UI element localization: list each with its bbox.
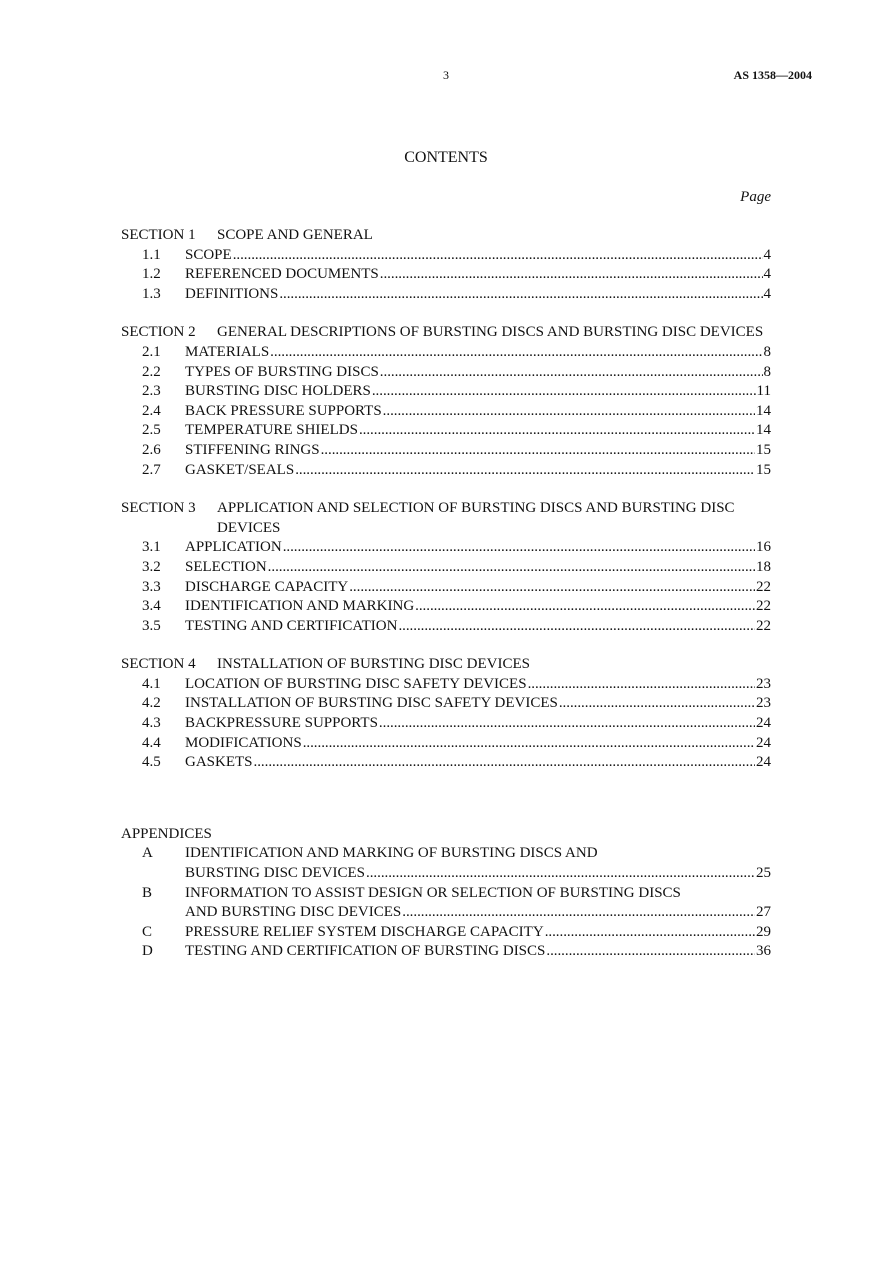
entry-title: BACKPRESSURE SUPPORTS: [185, 715, 378, 732]
toc-entry[interactable]: [142, 884, 771, 923]
toc-appendices: [121, 825, 771, 962]
section-heading[interactable]: [121, 499, 771, 538]
entry-page: 4: [763, 246, 771, 263]
page-column-label: Page: [740, 189, 771, 205]
section-title: INSTALLATION OF BURSTING DISC DEVICES: [217, 656, 530, 673]
dot-leader: [254, 753, 755, 773]
toc-entry[interactable]: [142, 461, 771, 481]
entry-page: 29: [756, 923, 771, 940]
dot-leader: [380, 265, 763, 285]
entry-title-continued: AND BURSTING DISC DEVICES: [185, 904, 402, 921]
entry-page: 23: [756, 675, 771, 692]
toc-entry[interactable]: [142, 382, 771, 402]
entry-page: 24: [756, 734, 771, 751]
contents-title: CONTENTS: [404, 149, 488, 166]
entry-page: 27: [756, 904, 771, 921]
toc-entry[interactable]: [142, 753, 771, 773]
toc-entry[interactable]: [142, 942, 771, 962]
entry-number: 2.5: [142, 422, 161, 439]
dot-leader: [398, 617, 755, 637]
toc-entry[interactable]: [142, 285, 771, 305]
entry-number: 3.2: [142, 558, 161, 575]
entry-number: 1.3: [142, 285, 161, 302]
entry-page: 11: [756, 383, 771, 400]
entry-page: 4: [763, 285, 771, 302]
entry-number: 2.1: [142, 343, 161, 360]
entry-title: TESTING AND CERTIFICATION: [185, 617, 398, 634]
toc-entry[interactable]: [142, 597, 771, 617]
entry-number: D: [142, 943, 153, 960]
dot-leader: [546, 942, 755, 962]
entry-title: TESTING AND CERTIFICATION OF BURSTING DISCS: [185, 943, 546, 960]
entry-page: 24: [756, 715, 771, 732]
appendices-heading[interactable]: [121, 825, 771, 845]
entry-title: INSTALLATION OF BURSTING DISC SAFETY DEVICES: [185, 695, 558, 712]
entry-page: 25: [756, 865, 771, 882]
dot-leader: [233, 246, 763, 266]
section-heading[interactable]: [121, 323, 771, 343]
entry-number: A: [142, 845, 153, 862]
page-number: 3: [443, 68, 449, 82]
toc-entry[interactable]: [142, 402, 771, 422]
dot-leader: [283, 538, 755, 558]
entry-number: 2.3: [142, 383, 161, 400]
toc-entry[interactable]: [142, 421, 771, 441]
entry-number: 2.4: [142, 402, 161, 419]
entry-page: 14: [756, 422, 771, 439]
dot-leader: [415, 597, 755, 617]
toc-entry[interactable]: [142, 844, 771, 883]
dot-leader: [279, 285, 762, 305]
entry-page: 36: [756, 943, 771, 960]
toc-entry[interactable]: [142, 578, 771, 598]
toc-section-1: [121, 226, 771, 304]
entry-page: 8: [763, 363, 771, 380]
dot-leader: [321, 441, 755, 461]
entry-title: GASKETS: [185, 754, 253, 771]
entry-page: 24: [756, 754, 771, 771]
entry-number: 1.1: [142, 246, 161, 263]
section-label: SECTION 2: [121, 324, 196, 341]
table-of-contents: [121, 226, 771, 981]
entry-page: 16: [756, 539, 771, 556]
entry-title: APPLICATION: [185, 539, 282, 556]
dot-leader: [349, 578, 755, 598]
entry-number: 3.5: [142, 617, 161, 634]
dot-leader: [270, 343, 762, 363]
standard-reference: AS 1358—2004: [733, 68, 812, 82]
entry-page: 8: [763, 343, 771, 360]
entry-title: TEMPERATURE SHIELDS: [185, 422, 358, 439]
dot-leader: [380, 363, 763, 383]
entry-number: 3.1: [142, 539, 161, 556]
entry-number: B: [142, 884, 153, 901]
entry-number: 4.1: [142, 675, 161, 692]
dot-leader: [383, 402, 755, 422]
toc-entry[interactable]: [142, 714, 771, 734]
entry-number: 4.4: [142, 734, 161, 751]
toc-section-3: [121, 499, 771, 636]
toc-entry[interactable]: [142, 246, 771, 266]
toc-entry[interactable]: [142, 694, 771, 714]
section-heading[interactable]: [121, 226, 771, 246]
section-title: APPLICATION AND SELECTION OF BURSTING DISCS AND BURSTING DISC DEVICES: [217, 500, 735, 536]
toc-entry[interactable]: [142, 538, 771, 558]
toc-section-4: [121, 655, 771, 773]
toc-entry[interactable]: [142, 923, 771, 943]
dot-leader: [545, 923, 755, 943]
section-title: SCOPE AND GENERAL: [217, 227, 373, 243]
entry-number: 4.3: [142, 715, 161, 732]
entry-title: DEFINITIONS: [185, 285, 279, 302]
entry-number: 2.2: [142, 363, 161, 380]
entry-title: SCOPE: [185, 246, 232, 263]
entry-page: 14: [756, 402, 771, 419]
entry-number: 3.4: [142, 598, 161, 615]
dot-leader: [372, 382, 756, 402]
dot-leader: [559, 694, 755, 714]
appendices-label: APPENDICES: [121, 825, 212, 842]
entry-title: GASKET/SEALS: [185, 461, 295, 478]
dot-leader: [366, 864, 755, 884]
toc-section-2: [121, 323, 771, 480]
dot-leader: [268, 558, 755, 578]
entry-page: 22: [756, 617, 771, 634]
toc-entry[interactable]: [142, 558, 771, 578]
entry-number: 3.3: [142, 578, 161, 595]
entry-title: TYPES OF BURSTING DISCS: [185, 363, 379, 380]
entry-page: 15: [756, 461, 771, 478]
toc-entry[interactable]: [142, 343, 771, 363]
entry-title: IDENTIFICATION AND MARKING OF BURSTING DISCS AND: [185, 845, 598, 862]
entry-title: BACK PRESSURE SUPPORTS: [185, 402, 382, 419]
section-title: GENERAL DESCRIPTIONS OF BURSTING DISCS AND BURSTING DISC DEVICES: [217, 324, 764, 341]
entry-page: 18: [756, 558, 771, 575]
dot-leader: [303, 734, 755, 754]
entry-title: SELECTION: [185, 558, 267, 575]
entry-page: 23: [756, 695, 771, 712]
entry-page: 15: [756, 441, 771, 458]
entry-number: 2.7: [142, 461, 161, 478]
dot-leader: [402, 903, 755, 923]
entry-number: 2.6: [142, 441, 161, 458]
toc-entry[interactable]: [142, 617, 771, 637]
entry-page: 4: [763, 266, 771, 283]
entry-title: DISCHARGE CAPACITY: [185, 578, 349, 595]
section-label: SECTION 1: [121, 227, 196, 243]
entry-title: IDENTIFICATION AND MARKING: [185, 598, 415, 615]
entry-title: STIFFENING RINGS: [185, 441, 320, 458]
entry-page: 22: [756, 598, 771, 615]
toc-entry[interactable]: [142, 265, 771, 285]
section-heading[interactable]: [121, 655, 771, 675]
entry-number: C: [142, 923, 153, 940]
entry-title: LOCATION OF BURSTING DISC SAFETY DEVICES: [185, 675, 527, 692]
toc-entry[interactable]: [142, 441, 771, 461]
dot-leader: [528, 675, 755, 695]
entry-title: MODIFICATIONS: [185, 734, 302, 751]
dot-leader: [295, 461, 755, 481]
toc-entry[interactable]: [142, 363, 771, 383]
section-label: SECTION 4: [121, 656, 196, 673]
entry-title-continued: BURSTING DISC DEVICES: [185, 865, 366, 882]
entry-title: BURSTING DISC HOLDERS: [185, 383, 371, 400]
toc-entry[interactable]: [142, 675, 771, 695]
entry-title: INFORMATION TO ASSIST DESIGN OR SELECTION OF BURSTING DISCS: [185, 884, 681, 901]
dot-leader: [359, 421, 755, 441]
entry-number: 4.2: [142, 695, 161, 712]
entry-page: 22: [756, 578, 771, 595]
entry-number: 4.5: [142, 754, 161, 771]
toc-entry[interactable]: [142, 734, 771, 754]
entry-title: PRESSURE RELIEF SYSTEM DISCHARGE CAPACITY: [185, 923, 544, 940]
entry-title: REFERENCED DOCUMENTS: [185, 266, 379, 283]
section-label: SECTION 3: [121, 500, 196, 517]
entry-title: MATERIALS: [185, 343, 270, 360]
entry-number: 1.2: [142, 266, 161, 283]
dot-leader: [379, 714, 755, 734]
